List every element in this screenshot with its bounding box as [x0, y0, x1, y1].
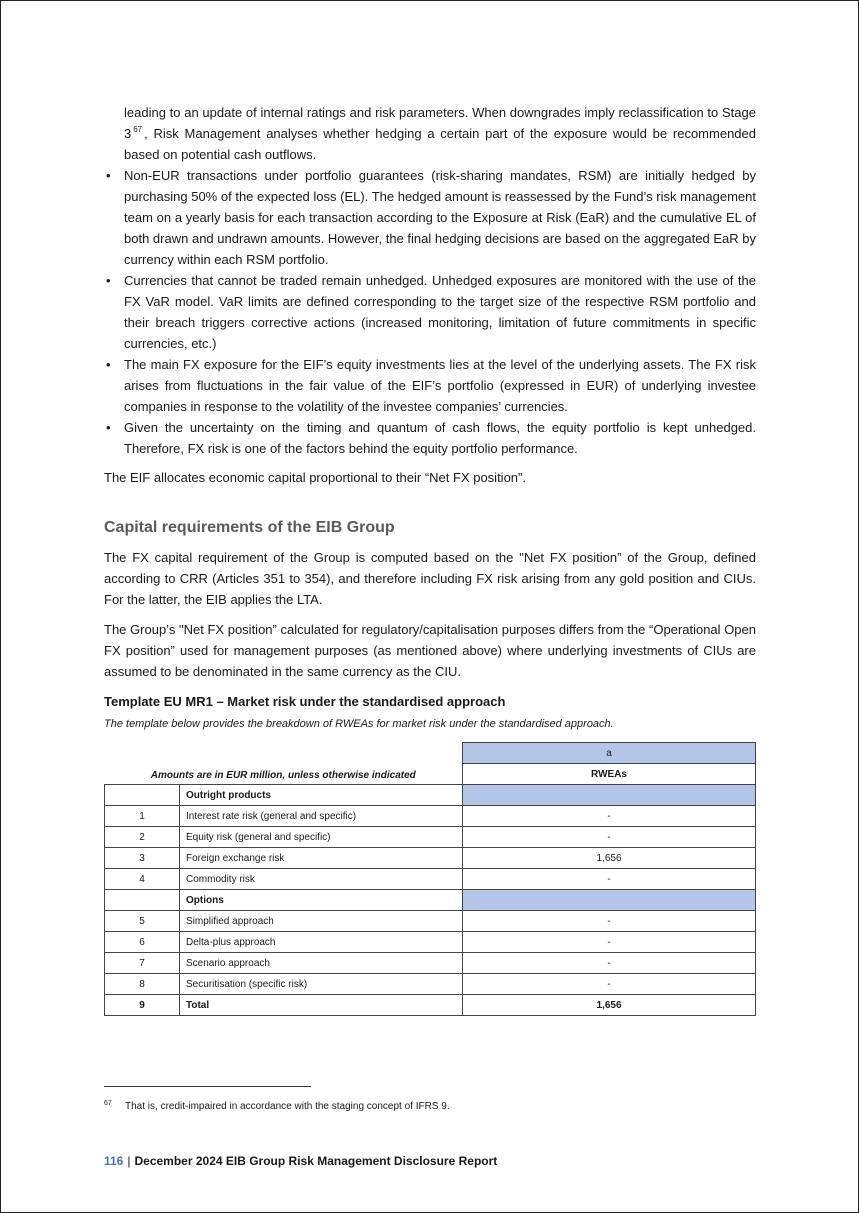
row-label: Securitisation (specific risk) [180, 974, 463, 995]
column-header-rweas: RWEAs [463, 764, 756, 785]
intro-text: leading to an update of internal ratings and risk parameters. When downgrades imply reclassification to Stage 3 [124, 105, 756, 141]
row-label: Commodity risk [180, 869, 463, 890]
bullet-item [104, 417, 756, 459]
group-label: Outright products [180, 785, 463, 806]
table-row [105, 974, 756, 995]
row-value: - [463, 953, 756, 974]
group-row-options [105, 890, 756, 911]
row-number: 1 [105, 806, 180, 827]
section-paragraph-1: The FX capital requirement of the Group is computed based on the "Net FX position” of the Group, defined according to CRR (Articles 351 to 354), and therefore including FX risk arising from any gold position and CIUs. For the latter, the EIB applies the LTA. [104, 550, 756, 607]
row-label: Interest rate risk (general and specific) [180, 806, 463, 827]
row-number: 8 [105, 974, 180, 995]
intro-continuation [104, 102, 756, 165]
group-value-fill [463, 785, 756, 806]
row-value: - [463, 974, 756, 995]
table-row [105, 848, 756, 869]
bullet-item [104, 165, 756, 270]
table-row [105, 827, 756, 848]
bullet-icon: • [106, 420, 111, 435]
row-label: Total [180, 995, 463, 1016]
template-subtitle: The template below provides the breakdown of RWEAs for market risk under the standardised approach. [104, 718, 614, 730]
footer-separator: | [127, 1154, 131, 1168]
footnote-number: 67 [104, 1100, 112, 1107]
total-row [105, 995, 756, 1016]
bullet-item [104, 354, 756, 417]
table-row [105, 932, 756, 953]
row-number: 6 [105, 932, 180, 953]
row-number: 4 [105, 869, 180, 890]
table-row [105, 806, 756, 827]
row-number: 5 [105, 911, 180, 932]
table-header-row [105, 743, 756, 764]
group-label: Options [180, 890, 463, 911]
table-row [105, 869, 756, 890]
bullet-item [104, 270, 756, 354]
section-heading: Capital requirements of the EIB Group [104, 519, 395, 536]
amounts-note: Amounts are in EUR million, unless otherwise indicated [150, 770, 416, 781]
group-row-outright [105, 785, 756, 806]
page-footer [104, 1153, 497, 1169]
table-row [105, 953, 756, 974]
mr1-table [104, 742, 756, 1016]
row-value: - [463, 806, 756, 827]
row-value: - [463, 869, 756, 890]
bullet-icon: • [106, 168, 111, 183]
footer-title: December 2024 EIB Group Risk Management Disclosure Report [134, 1154, 498, 1168]
footnote [104, 1097, 450, 1114]
row-number: 7 [105, 953, 180, 974]
row-label: Delta-plus approach [180, 932, 463, 953]
footnote-ref[interactable]: 67 [133, 125, 143, 134]
page-content [104, 102, 756, 1016]
row-number: 3 [105, 848, 180, 869]
row-number-empty [105, 785, 180, 806]
row-value: - [463, 911, 756, 932]
footnote-text: That is, credit-impaired in accordance with the staging concept of IFRS 9. [125, 1101, 450, 1112]
row-label: Scenario approach [180, 953, 463, 974]
row-number-empty [105, 890, 180, 911]
bullet-icon: • [106, 273, 111, 288]
row-label: Simplified approach [180, 911, 463, 932]
column-letter: a [463, 743, 756, 764]
footnote-divider [104, 1086, 311, 1087]
page-number: 116 [104, 1154, 124, 1168]
row-number: 2 [105, 827, 180, 848]
bullet-icon: • [106, 357, 111, 372]
intro-text-after: , Risk Management analyses whether hedging a certain part of the exposure would be recommended based on potential cash outflows. [124, 126, 756, 162]
row-number: 9 [105, 995, 180, 1016]
row-label: Foreign exchange risk [180, 848, 463, 869]
row-label: Equity risk (general and specific) [180, 827, 463, 848]
row-value: - [463, 827, 756, 848]
bullet-text: The main FX exposure for the EIF’s equity investments lies at the level of the underlying assets. The FX risk arises from fluctuations in the fair value of the EIF’s portfolio (expressed in EUR) of underlying investee companies in response to the volatility of the investee companies’ currencies. [124, 357, 756, 414]
eif-paragraph: The EIF allocates economic capital proportional to their “Net FX position”. [104, 470, 526, 485]
row-value: 1,656 [463, 995, 756, 1016]
row-value: - [463, 932, 756, 953]
group-value-fill [463, 890, 756, 911]
bullet-text: Non-EUR transactions under portfolio guarantees (risk-sharing mandates, RSM) are initially hedged by purchasing 50% of the expected loss (EL). The hedged amount is reassessed by the Fund’s risk management team on a yearly basis for each transaction according to the Exposure at Risk (EaR) and the cumulative EL of both drawn and undrawn amounts. However, the final hedging decisions are based on the aggregated EaR by currency within each RSM portfolio. [124, 168, 756, 267]
bullet-text: Given the uncertainty on the timing and quantum of cash flows, the equity portfolio is kept unhedged. Therefore, FX risk is one of the factors behind the equity portfolio performance. [124, 420, 756, 456]
bullet-text: Currencies that cannot be traded remain unhedged. Unhedged exposures are monitored with the use of the FX VaR model. VaR limits are defined corresponding to the target size of the respective RSM portfolio and their breach triggers corrective actions (increased monitoring, limitation of future commitments in specific currencies, etc.) [124, 273, 756, 351]
table-row [105, 911, 756, 932]
section-paragraph-2: The Group’s "Net FX position” calculated for regulatory/capitalisation purposes differs from the “Operational Open FX position” used for management purposes (as mentioned above) where underlying investments of CIUs are assumed to be denominated in the same currency as the CIU. [104, 622, 756, 679]
bullet-list [104, 165, 756, 459]
template-title: Template EU MR1 – Market risk under the standardised approach [104, 694, 506, 709]
row-value: 1,656 [463, 848, 756, 869]
